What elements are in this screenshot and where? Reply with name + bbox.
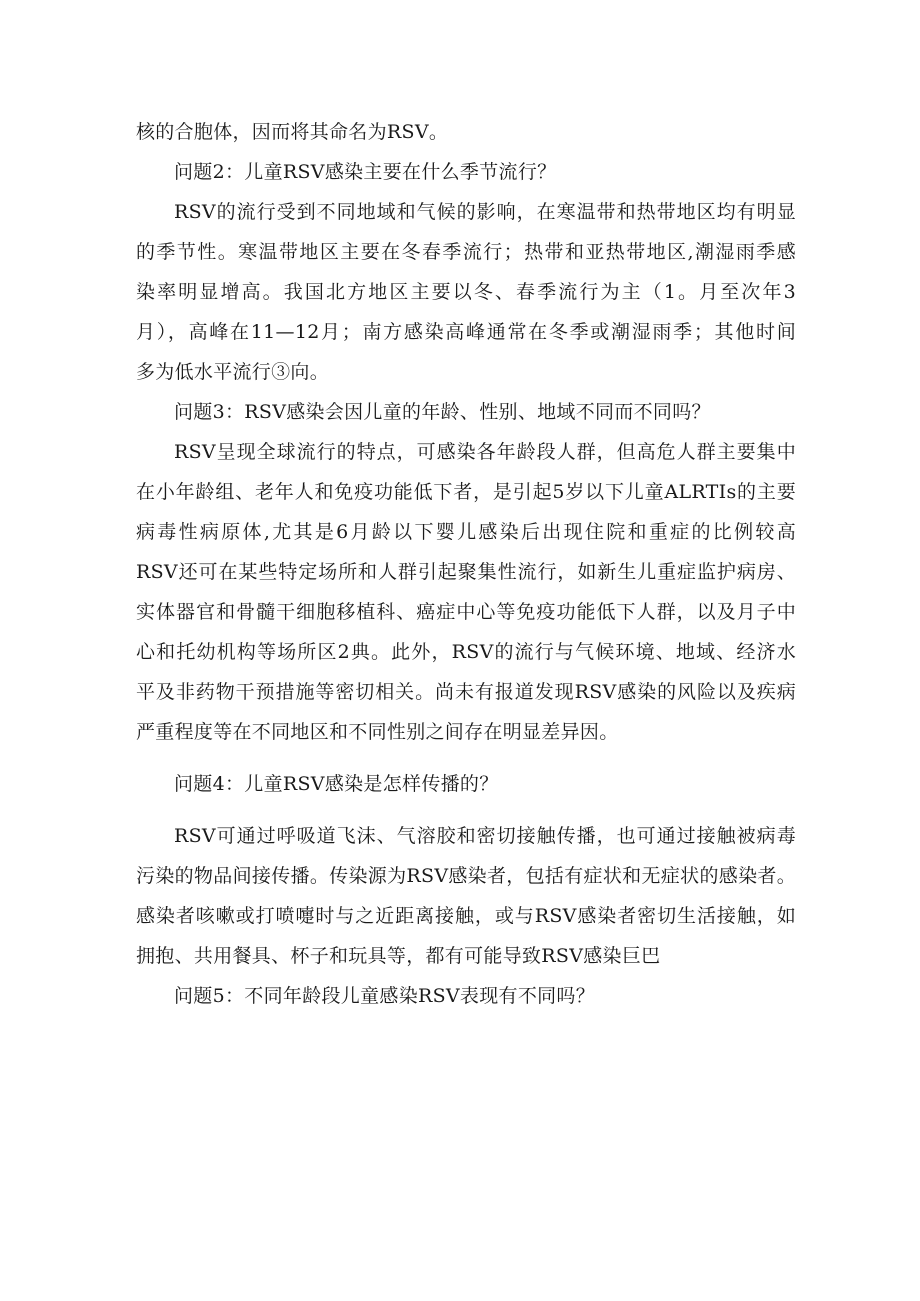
document-body [136, 112, 796, 1016]
paragraph-line: 实体器官和骨髓干细胞移植科、癌症中心等免疫功能低下人群，以及月子中 [136, 601, 796, 623]
question-heading: 问题5：不同年龄段儿童感染RSV表现有不同吗？ [174, 985, 596, 1007]
paragraph-line: RSV还可在某些特定场所和人群引起聚集性流行，如新生儿重症监护病房、 [136, 561, 796, 583]
paragraph-gap [136, 752, 796, 764]
paragraph-line: RSV的流行受到不同地域和气候的影响，在寒温带和热带地区均有明显 [174, 201, 796, 223]
paragraph-line: 拥抱、共用餐具、杯子和玩具等，都有可能导致RSV感染巨巴 [136, 945, 661, 967]
paragraph-line: 月），高峰在11—12月；南方感染高峰通常在冬季或潮湿雨季；其他时间 [136, 321, 796, 343]
paragraph-line: 感染者咳嗽或打喷嚏时与之近距离接触，或与RSV感染者密切生活接触，如 [136, 905, 796, 927]
paragraph-gap [136, 804, 796, 816]
question-heading: 问题4：儿童RSV感染是怎样传播的？ [174, 773, 499, 795]
paragraph-line: 染率明显增高。我国北方地区主要以冬、春季流行为主（1。月至次年3 [136, 281, 796, 303]
paragraph-line: RSV呈现全球流行的特点，可感染各年龄段人群，但高危人群主要集中 [174, 441, 796, 463]
paragraph-line: 在小年龄组、老年人和免疫功能低下者，是引起5岁以下儿童ALRTIs的主要 [136, 481, 796, 503]
paragraph-line: 的季节性。寒温带地区主要在冬春季流行；热带和亚热带地区,潮湿雨季感 [136, 241, 796, 263]
question-heading: 问题2：儿童RSV感染主要在什么季节流行？ [174, 161, 557, 183]
paragraph-line: 严重程度等在不同地区和不同性别之间存在明显差异因。 [136, 721, 619, 743]
paragraph-line: 核的合胞体，因而将其命名为RSV。 [136, 121, 449, 143]
paragraph-line: 平及非药物干预措施等密切相关。尚未有报道发现RSV感染的风险以及疾病 [136, 681, 796, 703]
paragraph-line: 多为低水平流行③向。 [136, 361, 330, 383]
paragraph-line: 病毒性病原体,尤其是6月龄以下婴儿感染后出现住院和重症的比例较高 [136, 521, 796, 543]
question-heading: 问题3：RSV感染会因儿童的年龄、性别、地域不同而不同吗？ [174, 401, 711, 423]
paragraph-line: 污染的物品间接传播。传染源为RSV感染者，包括有症状和无症状的感染者。 [136, 865, 796, 887]
paragraph-line: 心和托幼机构等场所区2典。此外，RSV的流行与气候环境、地域、经济水 [136, 641, 796, 663]
paragraph-line: RSV可通过呼吸道飞沫、气溶胶和密切接触传播，也可通过接触被病毒 [174, 825, 796, 847]
